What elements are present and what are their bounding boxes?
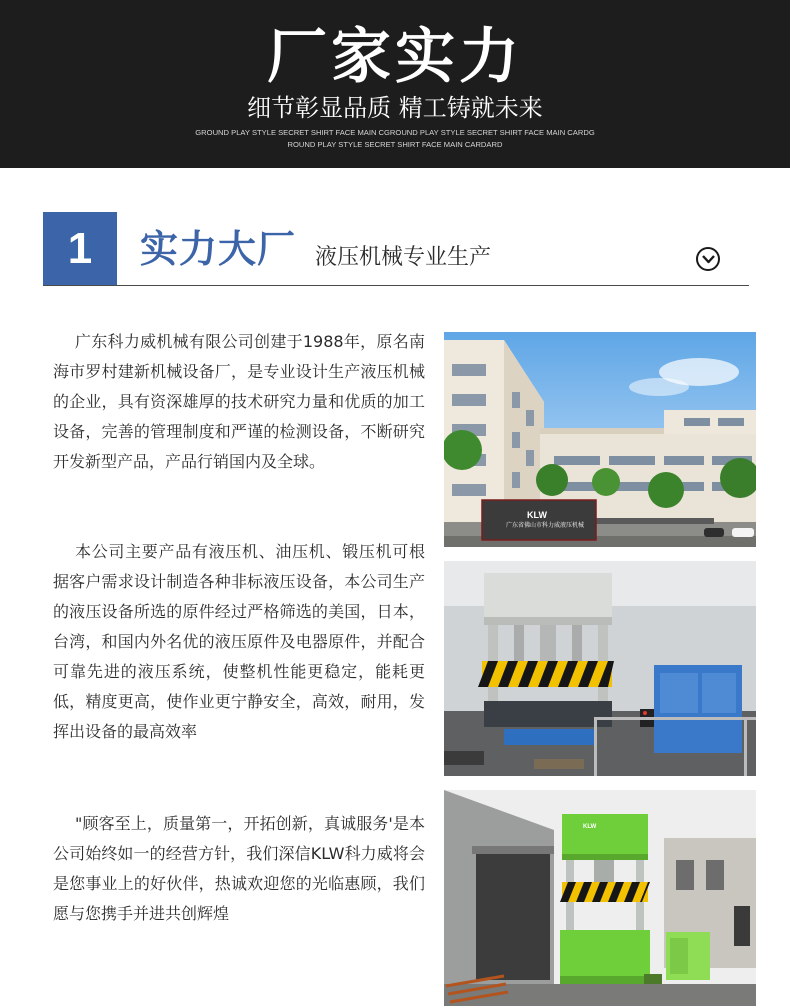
page-subtitle: 细节彰显品质 精工铸就未来: [247, 94, 543, 122]
section-number-badge: 1: [43, 212, 117, 286]
chevron-down-circle-icon[interactable]: [696, 247, 720, 271]
intro-paragraph: 广东科力威机械有限公司创建于1988年，原名南海市罗村建新机械设备厂，是专业设计生产液压机械的企业，具有资深雄厚的技术研究力量和优质的加工设备，完善的管理制度和严谨的检测设备，不断研究开发新型产品，产品行销国内及全球。: [53, 332, 425, 471]
press-logo: KLW: [583, 824, 597, 830]
section-subtitle: 液压机械专业生产: [315, 245, 492, 270]
factory-sign-text: 广东省佛山市科力威液压机械: [505, 522, 584, 529]
section-divider: [43, 285, 749, 286]
page-title: 厂家实力: [267, 22, 523, 92]
section-title: 实力大厂: [140, 227, 297, 271]
decorative-english-text: GROUND PLAY STYLE SECRET SHIRT FACE MAIN CGROUND PLAY STYLE SECRET SHIRT FACE MAIN CARDGROUND PLAY STYLE SECRET SHIRT FACE MAIN CARDARD: [195, 128, 595, 149]
products-paragraph: 本公司主要产品有液压机、油压机、锻压机可根据客户需求设计制造各种非标液压设备，本公司生产的液压设备所选的原件经过严格筛选的美国，日本，台湾，和国内外名优的液压原件及电器原件，并配合可靠先进的液压系统，使整机性能更稳定，能耗更低，精度更高，使作业更宁静安全，高效，耐用，发挥出设备的最高效率: [53, 542, 425, 741]
klw-logo-sign: KLW: [527, 510, 547, 520]
motto-paragraph: "顾客至上，质量第一，开拓创新，真诚服务'是本公司始终如一的经营方针，我们深信KLW科力威将会是您事业上的好伙伴，热诚欢迎您的光临惠顾，我们愿与您携手并进共创辉煌: [53, 814, 425, 923]
hydraulic-press-photo: [444, 561, 756, 776]
hero-banner: [0, 0, 790, 168]
factory-building-photo: [444, 332, 756, 547]
green-press-photo: [444, 790, 756, 1006]
